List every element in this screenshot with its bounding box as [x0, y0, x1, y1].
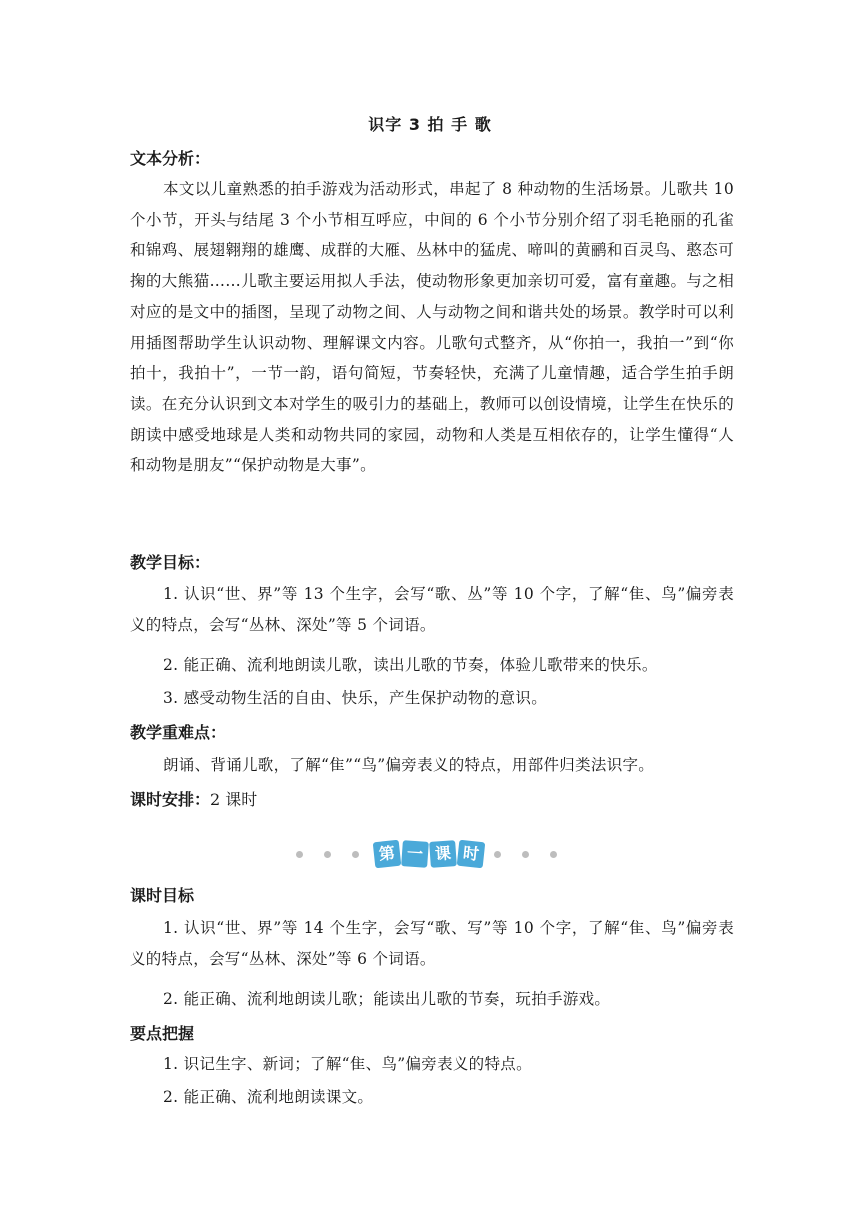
lesson-goal-item-2: 2. 能正确、流利地朗读儿歌；能读出儿歌的节奏，玩拍手游戏。: [163, 990, 611, 1008]
banner-dot: [296, 851, 303, 858]
key-points-heading: 教学重难点：: [130, 723, 227, 742]
lesson-title: 识字 3 拍 手 歌: [368, 115, 492, 134]
lesson-goals-heading: 课时目标: [130, 886, 195, 905]
goal-item-2: 2. 能正确、流利地朗读儿歌，读出儿歌的节奏，体验儿歌带来的快乐。: [163, 656, 658, 674]
banner-tile-4: 时: [457, 840, 486, 869]
schedule-label: 课时安排：: [130, 790, 211, 809]
key-points-text: 朗诵、背诵儿歌，了解“隹”“鸟”偏旁表义的特点，用部件归类法识字。: [163, 756, 655, 774]
essential-item-2: 2. 能正确、流利地朗读课文。: [163, 1088, 374, 1106]
banner-dot: [522, 851, 529, 858]
banner-tile-3: 课: [429, 840, 457, 868]
banner-dot: [352, 851, 359, 858]
banner-dot: [550, 851, 557, 858]
lesson-goal-item-1: 1. 认识“世、界”等 14 个生字，会写“歌、写”等 10 个字，了解“隹、鸟”偏旁表义的特点，会写“丛林、深处”等 6 个词语。: [130, 919, 734, 968]
lesson-banner: [288, 838, 572, 872]
banner-tile-2: 一: [401, 840, 429, 868]
banner-dot: [494, 851, 501, 858]
essential-item-1: 1. 识记生字、新词；了解“隹、鸟”偏旁表义的特点。: [163, 1055, 532, 1073]
goal-item-1: 1. 认识“世、界”等 13 个生字，会写“歌、丛”等 10 个字，了解“隹、鸟”偏旁表义的特点，会写“丛林、深处”等 5 个词语。: [130, 585, 734, 634]
schedule-line: [130, 787, 257, 810]
banner-tile-1: 第: [373, 840, 402, 869]
analysis-heading: 文本分析：: [130, 149, 211, 168]
banner-dot: [324, 851, 331, 858]
goal-item-3: 3. 感受动物生活的自由、快乐，产生保护动物的意识。: [163, 689, 548, 707]
analysis-paragraph: 本文以儿童熟悉的拍手游戏为活动形式，串起了 8 种动物的生活场景。儿歌共 10 个小节，开头与结尾 3 个小节相互呼应，中间的 6 个小节分别介绍了羽毛艳丽的孔雀和锦鸡、展翅翱翔的雄鹰、成群的大雁、丛林中的猛虎、啼叫的黄鹂和百灵鸟、憨态可掬的大熊猫……儿歌主要运用拟人手法，使动物形象更加亲切可爱，富有童趣。与之相对应的是文中的插图，呈现了动物之间、人与动物之间和谐共处的场景。教学时可以利用插图帮助学生认识动物、理解课文内容。儿歌句式整齐，从“你拍一，我拍一”到“你拍十，我拍十”，一节一韵，语句简短，节奏轻快，充满了儿童情趣，适合学生拍手朗读。在充分认识到文本对学生的吸引力的基础上，教师可以创设情境，让学生在快乐的朗读中感受地球是人类和动物共同的家园，动物和人类是互相依存的，让学生懂得“人和动物是朋友”“保护动物是大事”。: [130, 180, 734, 475]
essentials-heading: 要点把握: [130, 1024, 195, 1043]
schedule-value: 2 课时: [210, 790, 258, 809]
goals-heading: 教学目标：: [130, 553, 211, 572]
